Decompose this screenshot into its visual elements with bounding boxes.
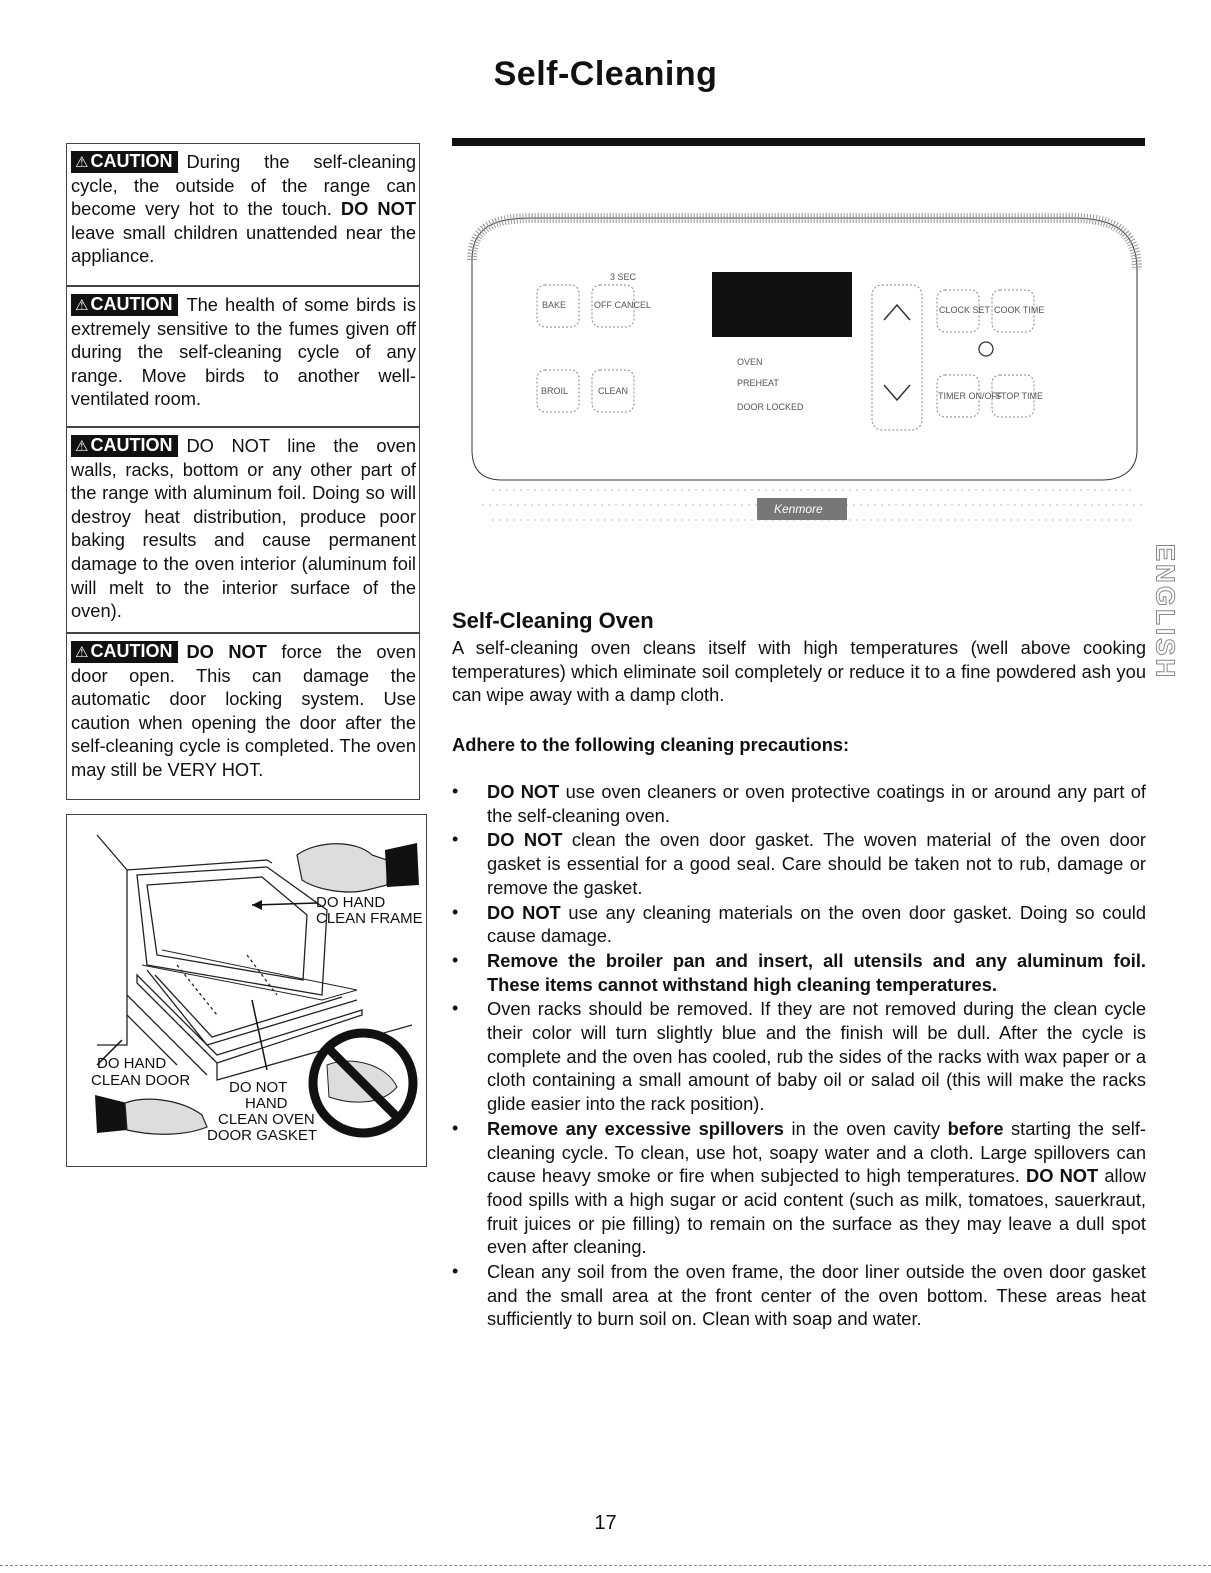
label-do-hand-clean-door-2: CLEAN DOOR xyxy=(91,1072,191,1089)
timer-on-off-key: TIMER ON/OFF xyxy=(938,391,1003,401)
header-rule xyxy=(452,138,1145,146)
caution-box-children: ⚠ CAUTION During the self-cleaning cycle, the outside of the range can become very hot to the touch. DO NOT leave small children unattended near the appliance. xyxy=(66,143,420,286)
bake-key: BAKE xyxy=(542,300,567,310)
control-panel-drawing xyxy=(452,200,1152,550)
stop-time-key: STOP TIME xyxy=(995,391,1044,401)
control-panel-illustration xyxy=(452,200,1152,550)
page-title: Self-Cleaning xyxy=(493,55,718,93)
prohibited-icon xyxy=(313,1033,413,1133)
language-tab: ENGLISH xyxy=(1150,543,1181,681)
list-item: • Remove the broiler pan and insert, all utensils and any aluminum foil. These items cannot withstand high cleaning temperatures. xyxy=(452,949,1146,995)
preheat-indicator: PREHEAT xyxy=(737,378,779,388)
bottom-border xyxy=(0,1565,1211,1566)
hand-icon xyxy=(95,1095,207,1134)
list-item: • DO NOT clean the oven door gasket. The woven material of the oven door gasket is essential for a good seal. Care should be taken not to rub, damage or remove the gasket. xyxy=(452,829,1147,898)
precautions-list xyxy=(452,780,1146,1332)
warning-triangle-icon: ⚠ xyxy=(75,154,89,171)
caution-label: ⚠ CAUTION xyxy=(71,641,178,663)
caution-box-aluminum-foil: ⚠ CAUTION DO NOT line the oven walls, racks, bottom or any other part of the range with aluminum foil. Doing so will destroy heat distribution, produce poor baking results and cause permanent damage to the oven interior (aluminum foil will melt to the interior surface of the oven). xyxy=(66,427,420,633)
caution-box-door-lock: ⚠ CAUTION DO NOT force the oven door open. This can damage the automatic door locking system. Use caution when opening the door after the self-cleaning cycle is completed. The oven may still be VERY HOT. xyxy=(66,633,420,800)
label-do-not-2: HAND xyxy=(245,1095,288,1112)
warning-triangle-icon: ⚠ xyxy=(75,644,89,661)
door-locked-indicator: DOOR LOCKED xyxy=(737,402,804,412)
clean-key: CLEAN xyxy=(598,386,629,396)
label-do-not: DO NOT xyxy=(229,1079,288,1096)
label-do-not-4: DOOR GASKET xyxy=(207,1127,318,1144)
section-title: Self-Cleaning Oven xyxy=(452,608,654,633)
caution-label: ⚠ CAUTION xyxy=(71,435,178,457)
oven-drawing xyxy=(67,815,425,1165)
label-do-hand-clean-door: DO HAND xyxy=(97,1055,167,1072)
brand-logo: Kenmore xyxy=(774,502,823,516)
page-number: 17 xyxy=(594,1512,617,1534)
off-cancel-key: OFF CANCEL xyxy=(594,300,652,310)
label-do-hand-clean-frame-2: CLEAN FRAME xyxy=(316,910,423,927)
lock-label: 3 SEC xyxy=(610,272,637,282)
cook-time-key: COOK TIME xyxy=(994,305,1045,315)
list-item: • DO NOT use oven cleaners or oven protective coatings in or around any part of the self-cleaning oven. xyxy=(452,781,1146,826)
precautions-heading: Adhere to the following cleaning precautions: xyxy=(452,734,850,755)
clock-set-key: CLOCK SET xyxy=(939,305,991,315)
oven-indicator: OVEN xyxy=(737,357,763,367)
caution-box-birds: ⚠ CAUTION The health of some birds is extremely sensitive to the fumes given off during the self-cleaning cycle of any range. Move birds to another well-ventilated room. xyxy=(66,286,420,427)
hand-icon xyxy=(297,843,419,892)
warning-triangle-icon: ⚠ xyxy=(75,438,89,455)
list-item: • Clean any soil from the oven frame, the door liner outside the oven door gasket and the small area at the front center of the oven bottom. These areas heat sufficiently to burn soil on. Clean with soap and water. xyxy=(452,1261,1146,1330)
list-item: • DO NOT use any cleaning materials on the oven door gasket. Doing so could cause damage. xyxy=(452,901,1147,947)
warning-triangle-icon: ⚠ xyxy=(75,297,89,314)
oven-cleaning-illustration xyxy=(66,814,427,1167)
list-item: • Oven racks should be removed. If they are not removed during the clean cycle their color will turn slightly blue and the finish will be dull. After the cycle is complete and the oven has cooled, rub the sides of the racks with wax paper or a cloth containing a small amount of baby oil or salad oil (this will make the racks glide easier into the rack position). xyxy=(452,998,1146,1115)
broil-key: BROIL xyxy=(541,386,569,396)
caution-label: ⚠ CAUTION xyxy=(71,151,178,173)
caution-label: ⚠ CAUTION xyxy=(71,294,178,316)
label-do-hand-clean-frame: DO HAND xyxy=(316,894,386,911)
list-item: • Remove any excessive spillovers in the oven cavity before starting the self-cleaning cycle. To clean, use hot, soapy water and a cloth. Large spillovers can cause heavy smoke or fire when subjected to high temperatures. DO NOT allow food spills with a high sugar or acid content (such as milk, tomatoes, sauerkraut, fruit juices or pie filling) to remain on the surface as they may leave a dull spot even after cleaning. xyxy=(452,1117,1146,1258)
intro-paragraph: A self-cleaning oven cleans itself with high temperatures (well above cooking temperatures) which eliminate soil completely or reduce it to a fine powdered ash you can wipe away with a damp cloth. xyxy=(452,637,1146,706)
label-do-not-3: CLEAN OVEN xyxy=(218,1111,315,1128)
